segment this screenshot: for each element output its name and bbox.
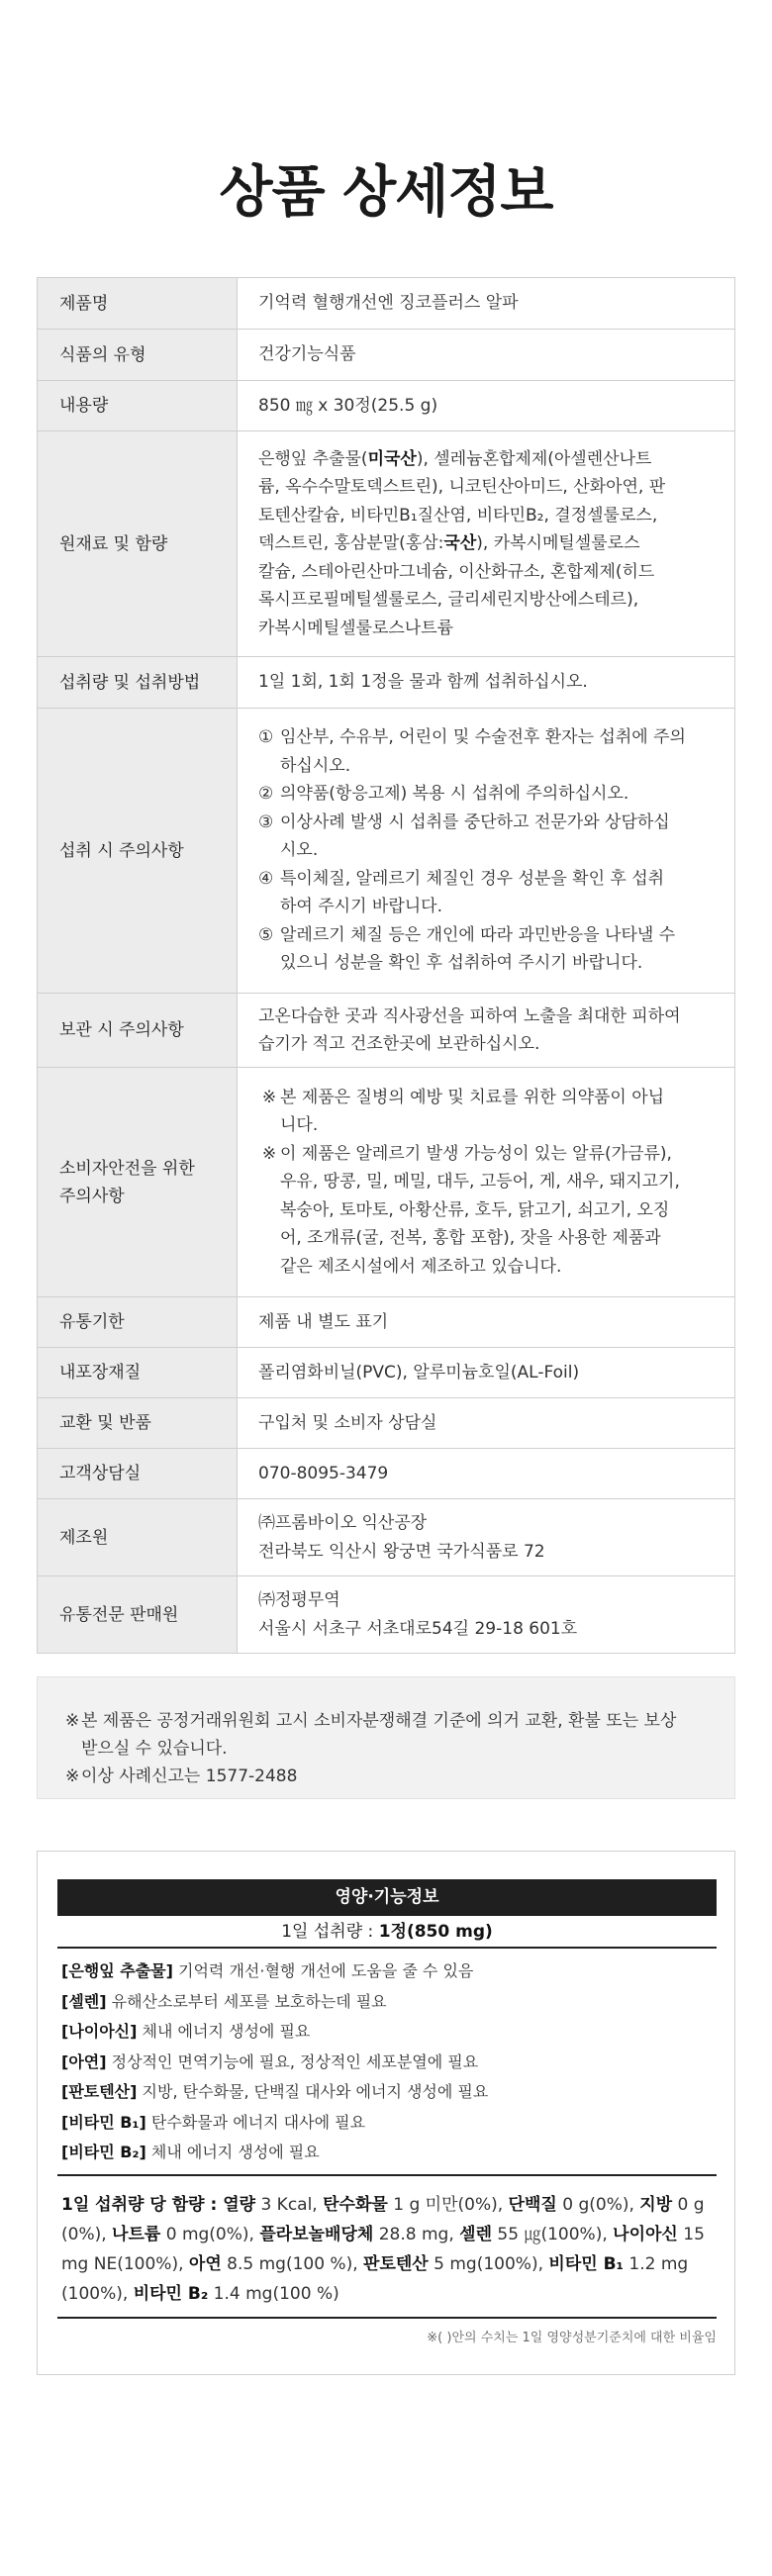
item-line: 있으니 성분을 확인 후 섭취하여 주시기 바랍니다. xyxy=(280,953,643,974)
manufacturer-line: 전라북도 익산시 왕궁면 국가식품로 72 xyxy=(258,1541,545,1562)
item-line: 니다. xyxy=(280,1115,319,1136)
ingredients-text: 칼슘, 스테아린산마그네슘, 이산화규소, 혼합제제(히드 xyxy=(258,561,655,582)
spec-label: 내용량 xyxy=(38,381,238,431)
spec-row-ingredients xyxy=(38,431,735,657)
storage-line: 고온다습한 곳과 직사광선을 피하여 노출을 최대한 피하여 xyxy=(258,1005,681,1026)
origin-highlight: 국산 xyxy=(443,533,477,554)
safety-value xyxy=(238,1068,735,1297)
nutrient-value: 5 mg(100%), xyxy=(428,2254,549,2274)
nutrition-info-box xyxy=(37,1851,735,2375)
spec-label: 섭취 시 주의사항 xyxy=(38,709,238,994)
spec-label: 내포장재질 xyxy=(38,1348,238,1398)
ingredients-line xyxy=(258,445,717,474)
nutrient-name: 플라보놀배당체 xyxy=(259,2225,374,2244)
spec-row-distributor xyxy=(38,1576,735,1654)
ingredients-line xyxy=(258,615,717,643)
item-marker: ② xyxy=(258,784,274,805)
spec-label xyxy=(38,1068,238,1297)
function-name: [은행잎 추출물] xyxy=(61,1961,173,1980)
serving-value: 1정(850 mg) xyxy=(378,1922,493,1942)
item-line: 본 제품은 공정거래위원회 고시 소비자분쟁해결 기준에 의거 교환, 환불 또는 보상 xyxy=(81,1711,677,1731)
nutrient-value: 0 g xyxy=(672,2195,705,2215)
function-item xyxy=(61,2017,713,2048)
spec-label: 보관 시 주의사항 xyxy=(38,994,238,1068)
item-text xyxy=(81,1707,711,1763)
spec-value: 폴리염화비닐(PVC), 알루미늄호일(AL-Foil) xyxy=(238,1348,735,1398)
item-line: 특이체질, 알레르기 체질인 경우 성분을 확인 후 섭취 xyxy=(280,868,665,889)
nutrient-value: 3 Kcal, xyxy=(255,2195,324,2215)
nutrient-name: 셀렌 xyxy=(459,2225,493,2244)
item-text xyxy=(280,780,717,809)
nutrient-name: 열량 xyxy=(223,2195,256,2215)
nutrition-amounts xyxy=(57,2180,717,2319)
spec-value: 070-8095-3479 xyxy=(238,1449,735,1499)
product-spec-table xyxy=(37,277,735,1654)
caution-item xyxy=(258,921,717,978)
nutrient-value: (0%), xyxy=(61,2225,113,2244)
origin-highlight: 미국산 xyxy=(367,448,417,469)
nutrition-serving xyxy=(57,1917,717,1949)
function-name: [셀렌] xyxy=(61,1991,107,2011)
item-marker: ※ xyxy=(261,1143,277,1164)
nutrient-name: 1일 섭취량 당 함량 : xyxy=(61,2195,224,2215)
item-line: 하십시오. xyxy=(280,755,351,776)
spec-label: 제조원 xyxy=(38,1499,238,1576)
function-item xyxy=(61,2077,713,2108)
item-line: 복숭아, 토마토, 아황산류, 호두, 닭고기, 쇠고기, 오징 xyxy=(280,1199,670,1220)
ingredients-value xyxy=(238,431,735,657)
spec-row-customer-center xyxy=(38,1449,735,1499)
item-line: 임산부, 수유부, 어린이 및 수술전후 환자는 섭취에 주의 xyxy=(280,727,686,748)
function-name: [아연] xyxy=(61,2051,107,2071)
spec-row-expiry xyxy=(38,1297,735,1348)
item-line: 시오. xyxy=(280,840,319,861)
item-line: 어, 조개류(굴, 전복, 홍합 포함), 잣을 사용한 제품과 xyxy=(280,1228,661,1249)
function-desc: 탄수화물과 에너지 대사에 필요 xyxy=(145,2112,366,2132)
ingredients-line xyxy=(258,529,717,558)
item-text xyxy=(280,921,717,978)
ingredients-text: 은행잎 추출물( xyxy=(258,448,368,469)
item-line: 이상사례 발생 시 섭취를 중단하고 전문가와 상담하십 xyxy=(280,811,670,832)
item-line: 이상 사례신고는 1577-2488 xyxy=(81,1766,298,1786)
ingredients-text: ), 카복시메틸셀룰로스 xyxy=(476,533,640,554)
spec-row-exchange xyxy=(38,1398,735,1449)
function-name: [비타민 B₂] xyxy=(61,2143,146,2161)
safety-item xyxy=(258,1140,717,1282)
ingredients-text: ), 셀레늄혼합제제(아셀렌산나트 xyxy=(416,448,652,469)
spec-value: 제품 내 별도 표기 xyxy=(238,1297,735,1348)
ingredients-line xyxy=(258,558,717,587)
distributor-line: 서울시 서초구 서초대로54길 29-18 601호 xyxy=(258,1618,578,1639)
spec-label: 원재료 및 함량 xyxy=(38,431,238,657)
item-text xyxy=(280,1084,717,1140)
item-text xyxy=(81,1763,711,1790)
function-item xyxy=(61,2108,713,2139)
nutrient-name: 판토텐산 xyxy=(363,2254,429,2274)
spec-row-packaging xyxy=(38,1348,735,1398)
nutrient-value: 8.5 mg(100 %), xyxy=(221,2254,364,2274)
ingredients-text: 덱스트린, 홍삼분말(홍삼: xyxy=(258,533,444,554)
spec-row-product-name xyxy=(38,278,735,330)
spec-label: 제품명 xyxy=(38,278,238,330)
ingredients-text: 카복시메틸셀룰로스나트륨 xyxy=(258,618,454,638)
manufacturer-line: ㈜프롬바이오 익산공장 xyxy=(258,1513,428,1533)
nutrition-header: 영양·기능정보 xyxy=(57,1879,717,1916)
amount-line xyxy=(61,2249,713,2279)
spec-label: 고객상담실 xyxy=(38,1449,238,1499)
item-line: 같은 제조시설에서 제조하고 있습니다. xyxy=(280,1256,562,1277)
nutrient-name: 아연 xyxy=(188,2254,222,2274)
item-line: 알레르기 체질 등은 개인에 따라 과민반응을 나타낼 수 xyxy=(280,924,676,945)
item-text xyxy=(280,723,717,780)
distributor-value xyxy=(238,1576,735,1654)
storage-value xyxy=(238,994,735,1068)
item-text xyxy=(280,1140,717,1282)
spec-value: 기억력 혈행개선엔 징코플러스 알파 xyxy=(238,278,735,330)
item-marker: ④ xyxy=(258,868,274,889)
spec-row-content xyxy=(38,381,735,431)
spec-value: 건강기능식품 xyxy=(238,330,735,381)
caution-item xyxy=(258,865,717,921)
refund-notice-box xyxy=(37,1676,735,1799)
label-line: 주의사항 xyxy=(59,1186,125,1206)
nutrient-value: 1.2 mg xyxy=(623,2254,689,2274)
item-line: 이 제품은 알레르기 발생 가능성이 있는 알류(가금류), xyxy=(280,1143,672,1164)
item-marker: ※ xyxy=(261,1087,277,1107)
nutrient-value: 28.8 mg, xyxy=(373,2225,460,2244)
function-item xyxy=(61,1956,713,1987)
item-line: 의약품(항응고제) 복용 시 섭취에 주의하십시오. xyxy=(280,784,629,805)
spec-row-manufacturer xyxy=(38,1499,735,1576)
storage-line: 습기가 적고 건조한곳에 보관하십시오. xyxy=(258,1034,540,1054)
function-name: [비타민 B₁] xyxy=(61,2112,146,2132)
amount-line xyxy=(61,2220,713,2249)
item-marker: ⑤ xyxy=(258,924,274,945)
spec-label: 식품의 유형 xyxy=(38,330,238,381)
item-text xyxy=(280,865,717,921)
nutrient-value: 0 mg(0%), xyxy=(160,2225,260,2244)
item-text xyxy=(280,809,717,865)
nutrition-functions xyxy=(57,1951,717,2176)
item-line: 하여 주시기 바랍니다. xyxy=(280,897,443,917)
spec-label: 교환 및 반품 xyxy=(38,1398,238,1449)
spec-row-consumer-safety xyxy=(38,1068,735,1297)
nutrient-value: 15 xyxy=(677,2225,705,2244)
nutrient-name: 나이아신 xyxy=(613,2225,678,2244)
amount-line xyxy=(61,2279,713,2309)
spec-row-food-type xyxy=(38,330,735,381)
spec-label: 유통기한 xyxy=(38,1297,238,1348)
safety-item xyxy=(258,1084,717,1140)
nutrient-value: 55 ㎍(100%), xyxy=(492,2225,614,2244)
nutrient-value: 0 g(0%), xyxy=(556,2195,640,2215)
item-line: 본 제품은 질병의 예방 및 치료를 위한 의약품이 아닙 xyxy=(280,1087,665,1107)
ingredients-text: 토텐산칼슘, 비타민B₁질산염, 비타민B₂, 결정셀룰로스, xyxy=(258,505,658,525)
function-item xyxy=(61,2048,713,2078)
spec-label: 섭취량 및 섭취방법 xyxy=(38,657,238,709)
page-title: 상품 상세정보 xyxy=(219,160,553,225)
ingredients-line xyxy=(258,473,717,502)
nutrient-name: 지방 xyxy=(639,2195,673,2215)
item-marker: ③ xyxy=(258,811,274,832)
spec-label: 유통전문 판매원 xyxy=(38,1576,238,1654)
ingredients-text: 륨, 옥수수말토덱스트린), 니코틴산아미드, 산화아연, 판 xyxy=(258,477,666,498)
function-name: [나이아신] xyxy=(61,2022,138,2041)
spec-row-cautions xyxy=(38,709,735,994)
nutrient-name: 비타민 B₂ xyxy=(133,2284,209,2304)
function-item xyxy=(61,1987,713,2018)
ingredients-text: 록시프로필메틸셀룰로스, 글리세린지방산에스테르), xyxy=(258,590,639,611)
nutrient-name: 탄수화물 xyxy=(323,2195,388,2215)
nutrient-name: 단백질 xyxy=(508,2195,557,2215)
cautions-value xyxy=(238,709,735,994)
function-desc: 유해산소로부터 세포를 보호하는데 필요 xyxy=(106,1991,387,2011)
amount-line xyxy=(61,2190,713,2220)
label-line: 소비자안전을 위한 xyxy=(59,1158,195,1179)
function-desc: 체내 에너지 생성에 필요 xyxy=(137,2022,311,2041)
function-desc: 지방, 탄수화물, 단백질 대사와 에너지 생성에 필요 xyxy=(137,2082,489,2101)
serving-prefix: 1일 섭취량 : xyxy=(281,1922,379,1942)
spec-row-intake xyxy=(38,657,735,709)
notice-item xyxy=(65,1763,711,1790)
nutrient-value: 1.4 mg(100 %) xyxy=(208,2284,339,2304)
item-marker: ※ xyxy=(65,1711,80,1731)
function-desc: 정상적인 면역기능에 필요, 정상적인 세포분열에 필요 xyxy=(106,2051,479,2071)
spec-value: 구입처 및 소비자 상담실 xyxy=(238,1398,735,1449)
function-desc: 기억력 개선·혈행 개선에 도움을 줄 수 있음 xyxy=(172,1961,474,1980)
spec-row-storage xyxy=(38,994,735,1068)
item-marker: ※ xyxy=(65,1766,80,1786)
ingredients-line xyxy=(258,502,717,530)
nutrient-value: mg NE(100%), xyxy=(61,2254,189,2274)
function-name: [판토텐산] xyxy=(61,2082,138,2101)
function-desc: 체내 에너지 생성에 필요 xyxy=(145,2143,320,2161)
nutrient-name: 비타민 B₁ xyxy=(548,2254,624,2274)
nutrient-value: (100%), xyxy=(61,2284,134,2304)
ingredients-line xyxy=(258,586,717,615)
item-line: 받으실 수 있습니다. xyxy=(81,1739,228,1759)
nutrient-value: 1 g 미만(0%), xyxy=(387,2195,509,2215)
spec-value: 850 ㎎ x 30정(25.5 g) xyxy=(238,381,735,431)
notice-item xyxy=(65,1707,711,1763)
distributor-line: ㈜정평무역 xyxy=(258,1590,340,1610)
nutrition-footnote: ※( )안의 수치는 1일 영양성분기준치에 대한 비율임 xyxy=(427,2331,717,2345)
spec-value: 1일 1회, 1회 1정을 물과 함께 섭취하십시오. xyxy=(238,657,735,709)
function-item xyxy=(61,2138,713,2168)
caution-item xyxy=(258,723,717,780)
manufacturer-value xyxy=(238,1499,735,1576)
item-line: 우유, 땅콩, 밀, 메밀, 대두, 고등어, 게, 새우, 돼지고기, xyxy=(280,1172,680,1193)
item-marker: ① xyxy=(258,727,274,748)
nutrient-name: 나트륨 xyxy=(112,2225,161,2244)
caution-item xyxy=(258,780,717,809)
caution-item xyxy=(258,809,717,865)
